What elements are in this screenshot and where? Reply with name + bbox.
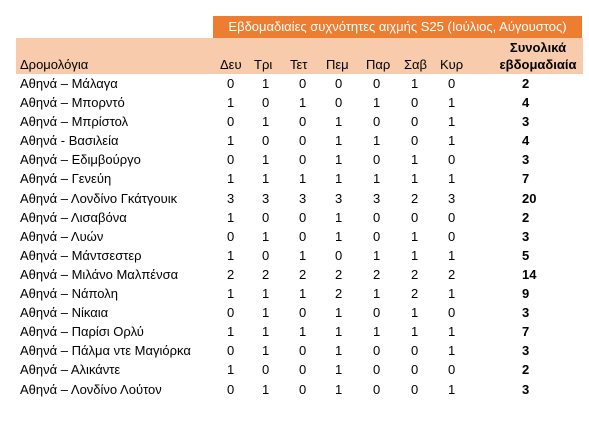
table-row	[16, 93, 583, 112]
day-frequency: 1	[227, 324, 235, 340]
route-name: Αθηνά – Νίκαια	[20, 305, 109, 321]
table-row	[16, 74, 583, 93]
day-frequency: 0	[299, 381, 307, 397]
route-name: Αθηνά – Μάντσεστερ	[20, 247, 142, 263]
weekly-total: 14	[522, 266, 537, 282]
day-frequency: 1	[448, 286, 456, 302]
table-row	[16, 380, 583, 399]
table-title: Εβδομαδιαίες συχνότητες αιχμής S25 (Ιούλιος, Αύγουστος)	[213, 16, 582, 38]
day-frequency: 2	[262, 266, 270, 282]
day-frequency: 0	[335, 95, 343, 111]
table-row	[16, 303, 583, 322]
day-frequency: 0	[227, 305, 235, 321]
day-frequency: 0	[373, 343, 381, 359]
day-frequency: 2	[227, 266, 235, 282]
day-frequency: 2	[299, 266, 307, 282]
route-name: Αθηνά – Πάλμα ντε Μαγιόρκα	[20, 343, 191, 359]
day-frequency: 1	[411, 247, 419, 263]
day-frequency: 1	[335, 171, 343, 187]
day-frequency: 1	[448, 324, 456, 340]
day-frequency: 0	[448, 305, 456, 321]
table-body	[16, 74, 583, 399]
day-frequency: 0	[335, 247, 343, 263]
route-name: Αθηνά – Νάπολη	[20, 286, 119, 302]
day-frequency: 1	[299, 171, 307, 187]
header-route: Δρομολόγια	[20, 57, 89, 72]
route-name: Αθηνά – Λυών	[20, 228, 104, 244]
day-frequency: 0	[373, 362, 381, 378]
day-frequency: 2	[411, 190, 419, 206]
header-day-thu: Πεμ	[326, 57, 349, 72]
day-frequency: 1	[448, 114, 456, 130]
day-frequency: 1	[373, 286, 381, 302]
day-frequency: 0	[299, 76, 307, 91]
table-row	[16, 284, 583, 303]
day-frequency: 0	[299, 362, 307, 378]
day-frequency: 0	[262, 95, 270, 111]
day-frequency: 0	[227, 343, 235, 359]
day-frequency: 0	[373, 209, 381, 225]
day-frequency: 1	[335, 305, 343, 321]
day-frequency: 0	[299, 133, 307, 149]
weekly-total: 7	[522, 171, 530, 187]
day-frequency: 1	[335, 343, 343, 359]
route-name: Αθηνά – Μάλαγα	[20, 76, 118, 91]
route-name: Αθηνά – Εδιμβούργο	[20, 152, 141, 168]
day-frequency: 0	[227, 228, 235, 244]
day-frequency: 2	[335, 266, 343, 282]
table-row	[16, 341, 583, 360]
day-frequency: 0	[227, 152, 235, 168]
table-row	[16, 227, 583, 246]
table-row	[16, 189, 583, 208]
day-frequency: 1	[373, 171, 381, 187]
day-frequency: 1	[373, 133, 381, 149]
header-row	[16, 38, 583, 74]
weekly-total: 3	[522, 228, 530, 244]
day-frequency: 0	[373, 152, 381, 168]
day-frequency: 1	[411, 152, 419, 168]
route-name: Αθηνά – Παρίσι Ορλύ	[20, 324, 144, 340]
table-row	[16, 322, 583, 341]
header-day-sun: Κυρ	[440, 57, 464, 72]
day-frequency: 1	[335, 114, 343, 130]
day-frequency: 0	[335, 76, 343, 91]
table-row	[16, 169, 583, 188]
day-frequency: 0	[411, 362, 419, 378]
day-frequency: 0	[373, 114, 381, 130]
route-name: Αθηνά – Γενεύη	[20, 171, 112, 187]
day-frequency: 0	[411, 114, 419, 130]
day-frequency: 1	[262, 324, 270, 340]
header-day-mon: Δευ	[220, 57, 242, 72]
frequency-table	[16, 16, 583, 399]
day-frequency: 1	[373, 95, 381, 111]
day-frequency: 0	[227, 76, 235, 91]
day-frequency: 1	[227, 247, 235, 263]
table-row	[16, 150, 583, 169]
table-row	[16, 360, 583, 379]
day-frequency: 1	[227, 171, 235, 187]
day-frequency: 0	[227, 114, 235, 130]
day-frequency: 1	[262, 171, 270, 187]
day-frequency: 1	[335, 133, 343, 149]
weekly-total: 2	[522, 209, 530, 225]
day-frequency: 0	[373, 305, 381, 321]
day-frequency: 0	[262, 247, 270, 263]
day-frequency: 1	[299, 286, 307, 302]
day-frequency: 3	[262, 190, 270, 206]
day-frequency: 0	[373, 76, 381, 91]
day-frequency: 0	[373, 381, 381, 397]
table-row	[16, 265, 583, 284]
weekly-total: 3	[522, 114, 530, 130]
day-frequency: 0	[448, 362, 456, 378]
day-frequency: 1	[227, 209, 235, 225]
route-name: Αθηνά – Μιλάνο Μαλπένσα	[20, 266, 179, 282]
route-name: Αθηνά – Λισαβόνα	[20, 209, 127, 225]
day-frequency: 1	[262, 343, 270, 359]
day-frequency: 1	[448, 95, 456, 111]
day-frequency: 1	[448, 133, 456, 149]
day-frequency: 2	[373, 266, 381, 282]
day-frequency: 1	[299, 247, 307, 263]
day-frequency: 0	[373, 228, 381, 244]
day-frequency: 1	[448, 171, 456, 187]
day-frequency: 0	[299, 114, 307, 130]
day-frequency: 3	[299, 190, 307, 206]
day-frequency: 1	[411, 228, 419, 244]
day-frequency: 0	[411, 95, 419, 111]
day-frequency: 1	[262, 381, 270, 397]
weekly-total: 20	[522, 190, 537, 206]
day-frequency: 0	[299, 152, 307, 168]
day-frequency: 1	[335, 228, 343, 244]
day-frequency: 1	[299, 324, 307, 340]
day-frequency: 1	[448, 247, 456, 263]
weekly-total: 4	[522, 95, 530, 111]
table-row	[16, 112, 583, 131]
weekly-total: 3	[522, 305, 530, 321]
route-name: Αθηνά – Μπορντό	[20, 95, 125, 111]
day-frequency: 1	[262, 228, 270, 244]
day-frequency: 1	[335, 152, 343, 168]
day-frequency: 1	[448, 381, 456, 397]
day-frequency: 1	[411, 305, 419, 321]
day-frequency: 1	[262, 152, 270, 168]
day-frequency: 1	[411, 76, 419, 91]
day-frequency: 3	[335, 190, 343, 206]
table-row	[16, 131, 583, 150]
day-frequency: 1	[227, 286, 235, 302]
day-frequency: 0	[411, 133, 419, 149]
day-frequency: 1	[227, 362, 235, 378]
day-frequency: 0	[299, 209, 307, 225]
day-frequency: 1	[335, 362, 343, 378]
header-day-fri: Παρ	[366, 57, 391, 72]
weekly-total: 3	[522, 381, 530, 397]
day-frequency: 0	[448, 209, 456, 225]
header-day-sat: Σαβ	[404, 57, 428, 72]
day-frequency: 1	[335, 381, 343, 397]
weekly-total: 4	[522, 133, 530, 149]
day-frequency: 0	[411, 381, 419, 397]
weekly-total: 7	[522, 324, 530, 340]
day-frequency: 0	[299, 228, 307, 244]
weekly-total: 5	[522, 247, 530, 263]
day-frequency: 1	[262, 305, 270, 321]
header-total-line2: εβδομαδιαία	[499, 57, 577, 72]
day-frequency: 1	[373, 324, 381, 340]
day-frequency: 0	[262, 362, 270, 378]
day-frequency: 0	[299, 343, 307, 359]
title-row	[16, 16, 583, 38]
day-frequency: 3	[373, 190, 381, 206]
day-frequency: 0	[411, 343, 419, 359]
table-row	[16, 208, 583, 227]
table-row	[16, 246, 583, 265]
weekly-total: 3	[522, 343, 530, 359]
header-day-tue: Τρι	[254, 57, 273, 72]
weekly-total: 9	[522, 286, 530, 302]
day-frequency: 0	[262, 133, 270, 149]
day-frequency: 2	[335, 286, 343, 302]
day-frequency: 0	[411, 209, 419, 225]
header-day-wed: Τετ	[290, 57, 308, 72]
day-frequency: 3	[448, 190, 456, 206]
day-frequency: 1	[373, 247, 381, 263]
day-frequency: 2	[448, 266, 456, 282]
day-frequency: 0	[448, 152, 456, 168]
day-frequency: 0	[227, 381, 235, 397]
day-frequency: 3	[227, 190, 235, 206]
route-name: Αθηνά – Λονδίνο Γκάτγουικ	[20, 190, 178, 206]
day-frequency: 1	[299, 95, 307, 111]
header-total	[493, 39, 583, 73]
day-frequency: 1	[262, 76, 270, 91]
day-frequency: 1	[262, 286, 270, 302]
day-frequency: 1	[335, 324, 343, 340]
day-frequency: 0	[448, 228, 456, 244]
day-frequency: 0	[448, 76, 456, 91]
route-name: Αθηνά – Λονδίνο Λούτον	[20, 381, 162, 397]
weekly-total: 2	[522, 362, 530, 378]
day-frequency: 1	[335, 209, 343, 225]
route-name: Αθηνά - Βασιλεία	[20, 133, 119, 149]
day-frequency: 1	[411, 171, 419, 187]
day-frequency: 0	[299, 305, 307, 321]
day-frequency: 1	[227, 133, 235, 149]
day-frequency: 1	[448, 343, 456, 359]
day-frequency: 2	[411, 266, 419, 282]
day-frequency: 2	[411, 286, 419, 302]
day-frequency: 1	[227, 95, 235, 111]
day-frequency: 1	[411, 324, 419, 340]
day-frequency: 0	[262, 209, 270, 225]
weekly-total: 3	[522, 152, 530, 168]
route-name: Αθηνά – Μπρίστολ	[20, 114, 129, 130]
header-total-line1: Συνολικά	[509, 40, 567, 55]
weekly-total: 2	[522, 76, 530, 91]
route-name: Αθηνά – Αλικάντε	[20, 362, 121, 378]
day-frequency: 1	[262, 114, 270, 130]
